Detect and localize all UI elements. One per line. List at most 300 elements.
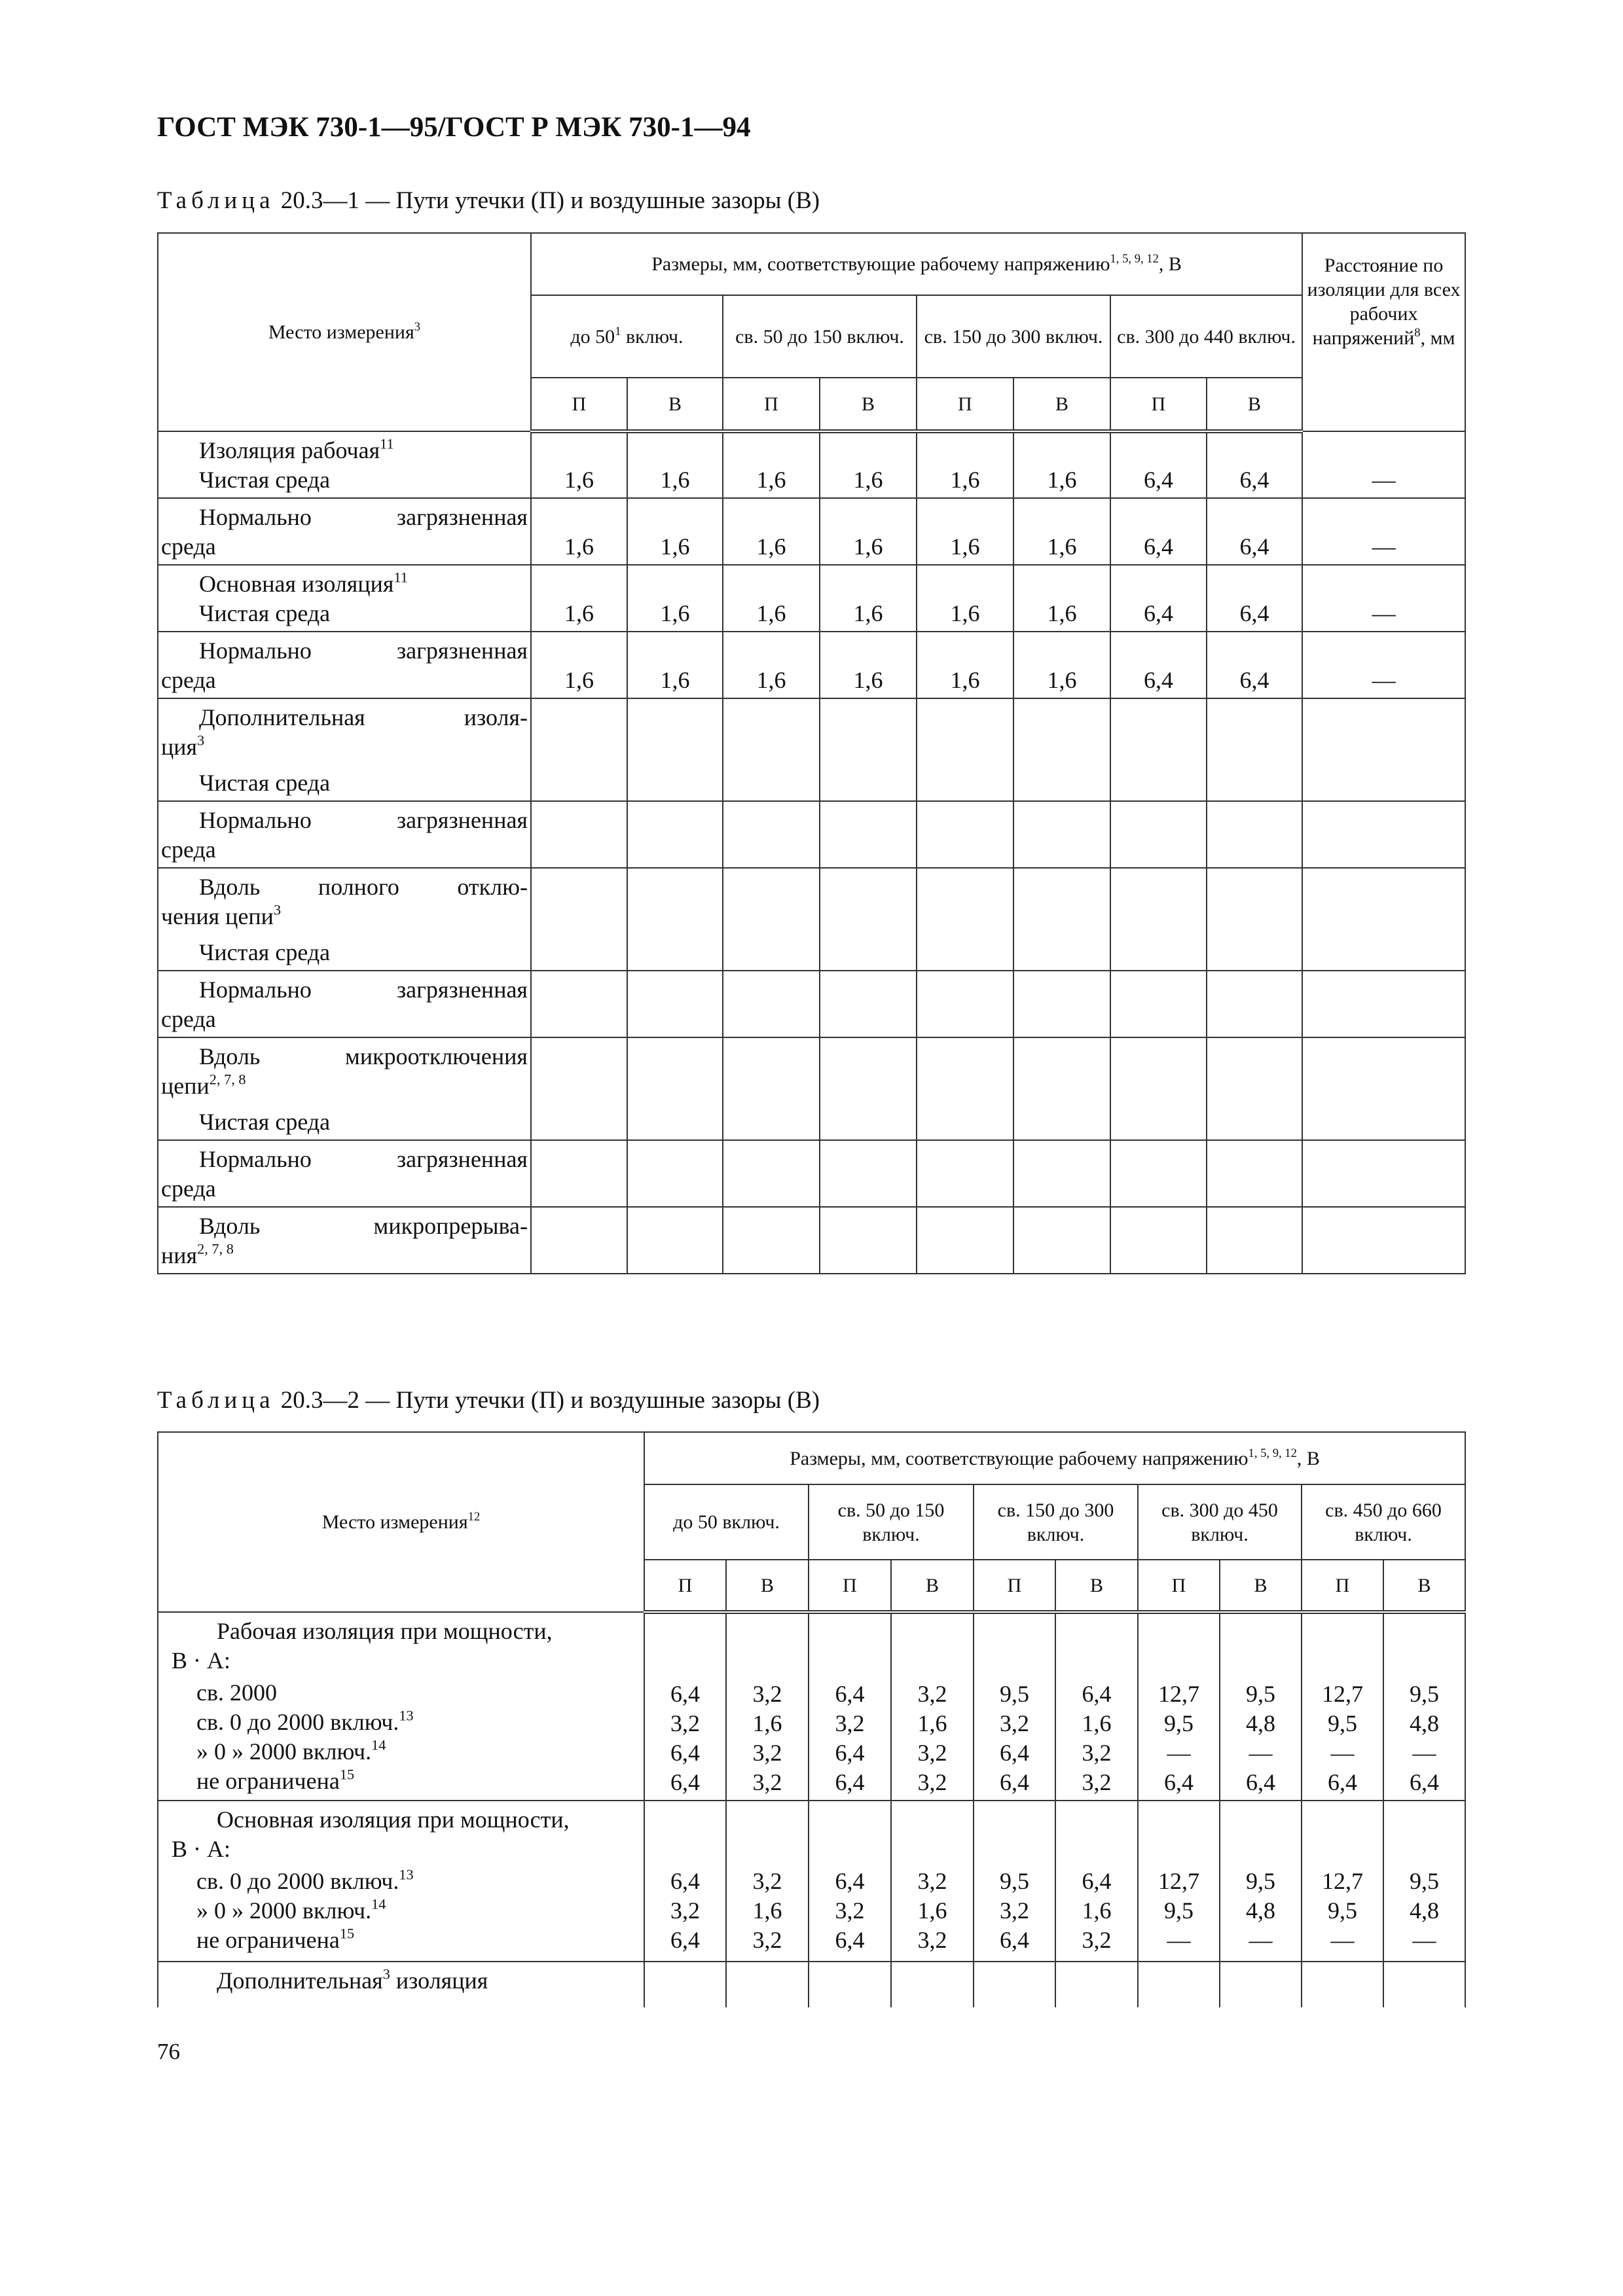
- row-label-line: [161, 732, 528, 762]
- row-label-word: Вдоль: [199, 874, 261, 900]
- table1-cell: [1207, 971, 1302, 1037]
- table1-cell: 1,6: [531, 565, 627, 632]
- table1-cell: 1,6: [1013, 632, 1110, 698]
- row-label-word: загрязненная: [396, 504, 528, 530]
- row-label-text: ния: [161, 1242, 198, 1268]
- row-label-word: Нормально: [199, 504, 312, 530]
- row-label-text: св. 0 до 2000 включ.: [196, 1868, 399, 1894]
- row-label-word: микроотключения: [345, 1043, 528, 1069]
- table1-row: [158, 801, 1465, 868]
- table1-cell: [820, 1140, 917, 1207]
- row-label-line: [161, 938, 528, 967]
- table2-value: 6,4: [1328, 1769, 1357, 1795]
- row-label-gap: [1302, 1618, 1383, 1647]
- table1-cell: 6,4: [1110, 632, 1207, 698]
- table1-row-label: [158, 632, 531, 698]
- table2-value: 9,5: [1410, 1681, 1440, 1707]
- table2-value: 12,7: [1158, 1681, 1199, 1707]
- row-label-line: [161, 902, 528, 931]
- table2-range4: св. 300 до 450 включ.: [1138, 1484, 1302, 1560]
- row-label-gap: [1384, 1835, 1465, 1864]
- table2-col-v: В: [1383, 1560, 1465, 1612]
- row-label-gap: [892, 1618, 973, 1647]
- table2-value: 1,6: [752, 1897, 782, 1924]
- table1-cell: 1,6: [820, 498, 917, 565]
- table1-row-label: [158, 801, 531, 868]
- table2-value: 3,2: [752, 1927, 782, 1953]
- table2-value: 6,4: [1000, 1769, 1029, 1795]
- row-label-gap: [892, 1805, 973, 1835]
- table2-value: 6,4: [1000, 1927, 1029, 1953]
- row-label-line: [161, 1241, 528, 1270]
- table2-value: 9,5: [1246, 1868, 1275, 1894]
- row-label-line: [161, 436, 528, 465]
- table2-row: [158, 1612, 1465, 1801]
- table2-value: 4,8: [1410, 1710, 1440, 1736]
- table1-cell: 1,6: [531, 632, 627, 698]
- table1-cell: [917, 1207, 1013, 1274]
- table1-cell: 1,6: [917, 632, 1013, 698]
- table1-row-label: [158, 1037, 531, 1140]
- table2-cell: [974, 1801, 1055, 1962]
- table1-row-label: [158, 1140, 531, 1207]
- table1-row: [158, 971, 1465, 1037]
- row-label-sup: 2, 7, 8: [197, 1240, 234, 1257]
- row-label-gap: [1056, 1618, 1137, 1647]
- table1-cell: [723, 801, 820, 868]
- table1-cell: 1,6: [627, 431, 723, 498]
- table2-col-p: П: [1138, 1560, 1220, 1612]
- row-label-gap: [1384, 1647, 1465, 1677]
- row-label-text: среда: [161, 1175, 216, 1202]
- table2-value: 6,4: [1410, 1769, 1440, 1795]
- row-label-word: Дополнительная: [199, 704, 365, 730]
- row-label-line: [161, 1708, 641, 1737]
- page-number: 76: [157, 2039, 180, 2064]
- row-label-text: среда: [161, 1006, 216, 1032]
- table2-cell: [974, 1612, 1055, 1801]
- table2-value: —: [1412, 1740, 1436, 1766]
- row-label-gap: [1056, 1647, 1137, 1677]
- row-label-text: цепи: [161, 1073, 210, 1099]
- table2-cell: [1055, 1801, 1138, 1962]
- row-label-gap: [1384, 1805, 1465, 1835]
- table2-row-label: [158, 1962, 644, 2007]
- row-label-sup: 2, 7, 8: [209, 1071, 246, 1088]
- table1-cell: [723, 1207, 820, 1274]
- table2-value: 3,2: [752, 1681, 782, 1707]
- table1-cell: 1,6: [820, 632, 917, 698]
- table2-col-v: В: [1055, 1560, 1138, 1612]
- table2-value: 3,2: [752, 1868, 782, 1894]
- row-label-text: В · А:: [172, 1836, 230, 1862]
- document-header: ГОСТ МЭК 730-1—95/ГОСТ Р МЭК 730-1—94: [157, 112, 751, 143]
- table2-cell: [1220, 1612, 1302, 1801]
- row-label-text: не ограничена: [196, 1927, 340, 1953]
- row-label-line: [161, 1174, 528, 1204]
- table2-value: 12,7: [1322, 1681, 1363, 1707]
- row-label-line: [161, 1867, 641, 1896]
- table1-row-label: [158, 971, 531, 1037]
- row-label-sup: 14: [371, 1736, 386, 1753]
- table1-cell: [1302, 1207, 1465, 1274]
- table1-row: [158, 632, 1465, 698]
- row-label-gap: [1220, 1835, 1301, 1864]
- row-label-gap: [809, 1647, 890, 1677]
- row-label-gap: [1056, 1835, 1137, 1864]
- table2-value: 1,6: [917, 1710, 947, 1736]
- table1-cell: [1110, 801, 1207, 868]
- table1-cell: [820, 971, 917, 1037]
- table1-cell: [1110, 698, 1207, 801]
- row-label-gap: [892, 1647, 973, 1677]
- row-label-gap: [1302, 1805, 1383, 1835]
- table1-cell: —: [1302, 431, 1465, 498]
- table2-cell: [644, 1801, 726, 1962]
- table2-value: 6,4: [1082, 1868, 1112, 1894]
- table1-cell: [723, 971, 820, 1037]
- table2-cell: [1055, 1612, 1138, 1801]
- table1-cell: [531, 971, 627, 1037]
- table2-value: 9,5: [1000, 1681, 1029, 1707]
- table2-value: 3,2: [752, 1769, 782, 1795]
- table1-cell: —: [1302, 565, 1465, 632]
- table2-value: 9,5: [1328, 1710, 1357, 1736]
- row-label-line: [161, 1646, 641, 1676]
- row-label-sup: 11: [393, 569, 408, 586]
- row-label-text: » 0 » 2000 включ.: [196, 1897, 372, 1924]
- table1-cell: —: [1302, 632, 1465, 698]
- table1-cell: [1110, 1207, 1207, 1274]
- table2-value: 3,2: [917, 1740, 947, 1766]
- table1-cell: 6,4: [1207, 498, 1302, 565]
- table1-cell: [1207, 1140, 1302, 1207]
- row-label-gap: [1139, 1647, 1219, 1677]
- table2-cell: [809, 1962, 891, 2007]
- row-label-gap: [1302, 1647, 1383, 1677]
- table1-cell: [1302, 868, 1465, 971]
- row-label-line: [161, 1005, 528, 1034]
- table2-row-label: [158, 1612, 644, 1801]
- table1-cell: 1,6: [917, 431, 1013, 498]
- row-label-line: [161, 1042, 528, 1071]
- table2-value: 6,4: [835, 1681, 865, 1707]
- table2-value: —: [1167, 1740, 1191, 1766]
- table1-cell: [723, 698, 820, 801]
- table2-value: 4,8: [1246, 1710, 1275, 1736]
- table2-value: 6,4: [1164, 1769, 1194, 1795]
- row-label-text: не ограничена: [196, 1768, 340, 1794]
- table2: [157, 1431, 1466, 2007]
- row-label-gap: [1139, 1805, 1219, 1835]
- table1-cell: [627, 868, 723, 971]
- table1-cell: [1013, 801, 1110, 868]
- row-label-line: [161, 1678, 641, 1708]
- table1-cell: [917, 698, 1013, 801]
- table2-cell: [1138, 1801, 1220, 1962]
- table1-row: [158, 868, 1465, 971]
- row-label-text: среда: [161, 533, 216, 560]
- table1-cell: [820, 1037, 917, 1140]
- table1-cell: 1,6: [917, 565, 1013, 632]
- table1-row-label: [158, 1207, 531, 1274]
- table2-col-p: П: [974, 1560, 1055, 1612]
- row-label-text: изоляция: [390, 1967, 488, 1994]
- row-label-line: [161, 465, 528, 495]
- row-label-line: [161, 532, 528, 562]
- row-label-text: Рабочая изоляция при мощности,: [217, 1618, 553, 1644]
- table2-col-v: В: [1220, 1560, 1302, 1612]
- table1-cell: [1302, 1037, 1465, 1140]
- table1-row-label: [158, 498, 531, 565]
- table2-value: 3,2: [835, 1710, 865, 1736]
- table1-col-v: В: [1207, 378, 1302, 431]
- table1-cell: [1302, 698, 1465, 801]
- table1-cell: 6,4: [1207, 632, 1302, 698]
- row-label-line: [161, 666, 528, 695]
- row-label-gap: [1384, 1618, 1465, 1647]
- table2-value: 6,4: [670, 1740, 700, 1766]
- table1-col-v: В: [820, 378, 917, 431]
- row-label-text: Дополнительная: [217, 1967, 383, 1994]
- row-label-line: [161, 636, 528, 666]
- table1-caption: [157, 187, 820, 215]
- table2-cell: [1302, 1962, 1383, 2007]
- row-label-word: микропрерыва-: [373, 1213, 528, 1239]
- table1-range2: св. 50 до 150 включ.: [723, 295, 917, 378]
- row-label-gap: [1220, 1647, 1301, 1677]
- table1-cell: [627, 971, 723, 1037]
- table2-value: 9,5: [1000, 1868, 1029, 1894]
- row-label-line: [161, 1107, 528, 1137]
- table1-cell: [1013, 868, 1110, 971]
- row-label-line: [161, 872, 528, 902]
- table2-value: 6,4: [835, 1868, 865, 1894]
- row-label-gap: [727, 1835, 808, 1864]
- table2-cell: [1220, 1962, 1302, 2007]
- row-label-sup: 15: [339, 1766, 355, 1783]
- table2-value: 3,2: [1000, 1897, 1029, 1924]
- table2-value: 9,5: [1246, 1681, 1275, 1707]
- row-label-text: Чистая среда: [199, 939, 331, 965]
- table1-cell: —: [1302, 498, 1465, 565]
- table1-cell: [1302, 971, 1465, 1037]
- table1-row: [158, 565, 1465, 632]
- row-label-word: отклю-: [457, 874, 528, 900]
- row-label-sup: 13: [399, 1866, 414, 1883]
- row-label-line: [161, 1145, 528, 1174]
- row-label-text: Изоляция рабочая: [199, 437, 380, 463]
- table1-cell: [1207, 801, 1302, 868]
- table1-cell: [1013, 1207, 1110, 1274]
- table2-caption-text: 20.3—2 — Пути утечки (П) и воздушные зазоры (В): [280, 1387, 820, 1414]
- table1-cell: [627, 801, 723, 868]
- row-label-gap: [1302, 1835, 1383, 1864]
- row-label-text: » 0 » 2000 включ.: [196, 1738, 372, 1765]
- table2-value: 3,2: [917, 1927, 947, 1953]
- table1-cell: 6,4: [1110, 431, 1207, 498]
- table2-value: 6,4: [1246, 1769, 1275, 1795]
- table1-cell: [1013, 1037, 1110, 1140]
- table1-cell: [1302, 1140, 1465, 1207]
- row-label-word: изоля-: [464, 704, 528, 730]
- row-label-line: [161, 975, 528, 1005]
- table2-value: 6,4: [1000, 1740, 1029, 1766]
- table1-cell: [627, 1037, 723, 1140]
- row-label-word: загрязненная: [396, 977, 528, 1003]
- row-label-gap: [974, 1647, 1055, 1677]
- table1-cell: 6,4: [1207, 431, 1302, 498]
- table2-cell: [1383, 1962, 1465, 2007]
- table1-cell: [531, 698, 627, 801]
- table1-cell: [531, 1037, 627, 1140]
- table2-value: 3,2: [670, 1710, 700, 1736]
- table1-cell: [917, 1140, 1013, 1207]
- table2-value: —: [1330, 1740, 1355, 1766]
- table1-cell: 6,4: [1207, 565, 1302, 632]
- table1-cell: [820, 868, 917, 971]
- table2-value: 6,4: [670, 1927, 700, 1953]
- row-label-line: [161, 835, 528, 865]
- row-label-line: [161, 503, 528, 532]
- table1-cell: 1,6: [723, 498, 820, 565]
- table2-cell: [726, 1612, 809, 1801]
- row-label-gap: [892, 1835, 973, 1864]
- row-label-line: [161, 806, 528, 835]
- table1-cell: 1,6: [1013, 565, 1110, 632]
- table2-value: 4,8: [1246, 1897, 1275, 1924]
- row-label-text: Чистая среда: [199, 1109, 331, 1135]
- table1-cell: 1,6: [627, 565, 723, 632]
- row-label-line: [161, 1767, 641, 1796]
- table1-cell: 1,6: [1013, 498, 1110, 565]
- table1-cell: 1,6: [1013, 431, 1110, 498]
- row-label-line: [161, 1805, 641, 1835]
- table2-range3: св. 150 до 300 включ.: [974, 1484, 1138, 1560]
- table2-cell: [644, 1962, 726, 2007]
- table2-value: 6,4: [1082, 1681, 1112, 1707]
- table1-row-label: [158, 565, 531, 632]
- table1-cell: [917, 801, 1013, 868]
- row-label-text: чения цепи: [161, 903, 274, 929]
- row-label-gap: [1139, 1618, 1219, 1647]
- row-label-gap: [645, 1805, 725, 1835]
- row-label-line: [161, 1926, 641, 1955]
- table1-cell: [917, 868, 1013, 971]
- table2-range5: св. 450 до 660 включ.: [1302, 1484, 1465, 1560]
- table2-value: 6,4: [835, 1740, 865, 1766]
- table1-col-p: П: [1110, 378, 1207, 431]
- table1-cell: [627, 698, 723, 801]
- row-label-text: Основная изоляция при мощности,: [217, 1806, 570, 1833]
- table1-cell: [917, 1037, 1013, 1140]
- table2-cell: [1220, 1801, 1302, 1962]
- table1-cell: [917, 971, 1013, 1037]
- table2-value: 6,4: [670, 1868, 700, 1894]
- row-label-word: Нормально: [199, 637, 312, 664]
- table2-value: 12,7: [1322, 1868, 1363, 1894]
- table2-cell: [1383, 1612, 1465, 1801]
- table2-cell: [726, 1962, 809, 2007]
- row-label-text: В · А:: [172, 1647, 230, 1674]
- table2-cell: [809, 1612, 891, 1801]
- table1-cell: 1,6: [820, 565, 917, 632]
- table1-cell: [1013, 971, 1110, 1037]
- table1-cell: [1110, 1140, 1207, 1207]
- table1-row-label: [158, 431, 531, 498]
- row-label-line: [161, 1071, 528, 1101]
- table2-value: 3,2: [1082, 1769, 1112, 1795]
- table1-cell: [531, 1140, 627, 1207]
- table2-value: 3,2: [670, 1897, 700, 1924]
- table1-range4: св. 300 до 440 включ.: [1110, 295, 1302, 378]
- table1-cell: [531, 868, 627, 971]
- table2-cell: [1383, 1801, 1465, 1962]
- table1-row: [158, 1140, 1465, 1207]
- table2-value: 6,4: [835, 1927, 865, 1953]
- row-label-word: Нормально: [199, 1146, 312, 1172]
- row-label-word: Нормально: [199, 807, 312, 833]
- table1-cell: 1,6: [531, 498, 627, 565]
- row-label-word: загрязненная: [396, 637, 528, 664]
- row-label-gap: [645, 1835, 725, 1864]
- table1-cell: [1207, 1037, 1302, 1140]
- table2-cell: [1302, 1801, 1383, 1962]
- table2-value: 9,5: [1410, 1868, 1440, 1894]
- table2-cell: [809, 1801, 891, 1962]
- table2-caption-label: Таблица: [157, 1387, 275, 1414]
- row-label-gap: [727, 1618, 808, 1647]
- table2-row: [158, 1801, 1465, 1962]
- row-label-line: [161, 569, 528, 599]
- table2-value: 1,6: [1082, 1710, 1112, 1736]
- table1-cell: [820, 698, 917, 801]
- row-label-gap: [1139, 1835, 1219, 1864]
- table2-cell: [974, 1962, 1055, 2007]
- table2-cell: [644, 1612, 726, 1801]
- table1-cell: [1110, 971, 1207, 1037]
- table1-row-label: [158, 698, 531, 801]
- table1-cell: [820, 801, 917, 868]
- table2-row-label: [158, 1801, 644, 1962]
- table2-col-v: В: [891, 1560, 974, 1612]
- table2-value: 1,6: [1082, 1897, 1112, 1924]
- table1-col-p: П: [723, 378, 820, 431]
- table1-col-p: П: [917, 378, 1013, 431]
- row-label-text: среда: [161, 667, 216, 693]
- table2-value: —: [1249, 1927, 1273, 1953]
- row-label-line: [161, 1617, 641, 1646]
- table2-value: 1,6: [752, 1710, 782, 1736]
- table1-cell: 6,4: [1110, 498, 1207, 565]
- row-label-gap: [645, 1618, 725, 1647]
- row-label-line: [161, 1896, 641, 1926]
- table1-cell: [1302, 801, 1465, 868]
- table1-caption-text: 20.3—1 — Пути утечки (П) и воздушные зазоры (В): [280, 187, 820, 214]
- table1-caption-label: Таблица: [157, 187, 275, 214]
- row-label-gap: [809, 1805, 890, 1835]
- row-label-line: [161, 1211, 528, 1241]
- table1-row: [158, 698, 1465, 801]
- row-label-word: загрязненная: [396, 1146, 528, 1172]
- table1-range3: св. 150 до 300 включ.: [917, 295, 1110, 378]
- table2-col-p: П: [1302, 1560, 1383, 1612]
- table2-cell: [1302, 1612, 1383, 1801]
- table1-cell: [531, 1207, 627, 1274]
- table1-range1: до $50^1$ включ.: [531, 295, 723, 378]
- row-label-line: [161, 1737, 641, 1767]
- row-label-gap: [974, 1835, 1055, 1864]
